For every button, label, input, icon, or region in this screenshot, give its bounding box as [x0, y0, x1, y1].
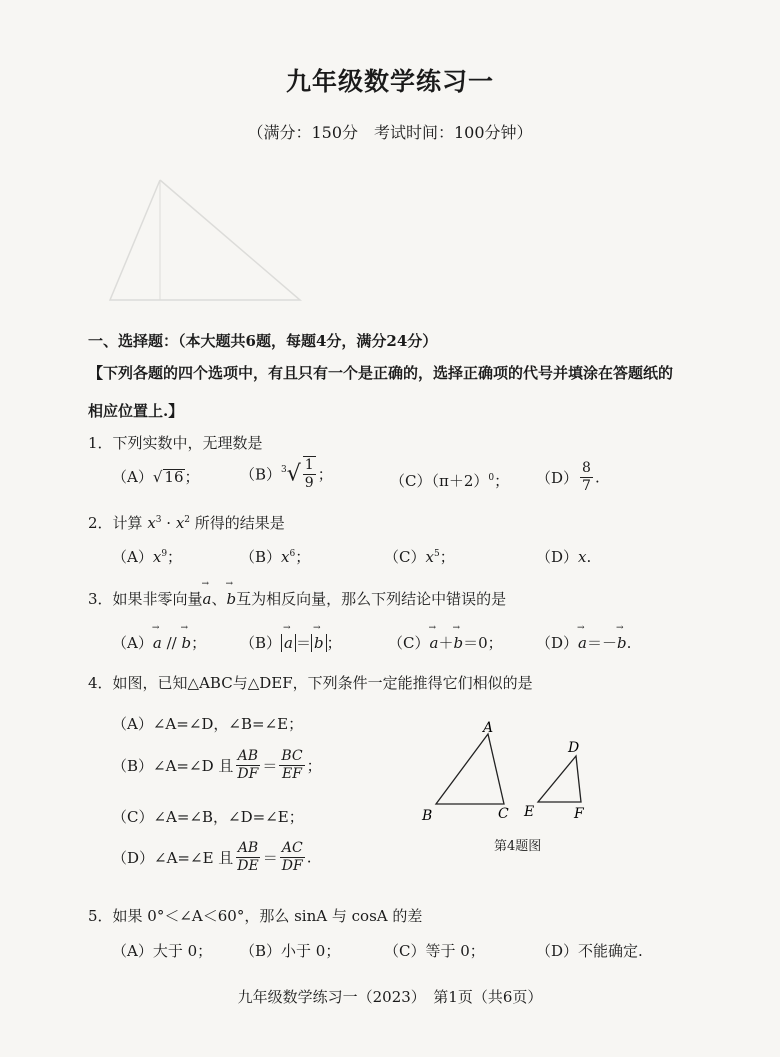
var: x [147, 514, 156, 532]
option-label: （A） [112, 634, 153, 652]
figure-caption: 第4题图 [494, 839, 542, 854]
option-label: （D） [112, 849, 155, 867]
punct: ； [184, 468, 200, 486]
page-subtitle: （满分：150分 考试时间：100分钟） [247, 123, 533, 142]
stem-text: 3．如果非零向量 [88, 590, 203, 608]
q1-option-b [240, 456, 333, 492]
option-label: （B） [112, 757, 154, 775]
exponent: 3 [155, 515, 162, 525]
punct: . [594, 468, 600, 487]
option-label: （B） [240, 548, 282, 566]
numerator: AC [281, 840, 303, 856]
fraction [580, 460, 593, 495]
punct: . [306, 848, 312, 867]
q4-option-a [112, 713, 303, 734]
punct: ； [494, 472, 510, 490]
denominator: 9 [304, 475, 314, 491]
stem-text: 所得的结果是 [190, 514, 285, 532]
vector-a: → a [153, 634, 162, 652]
label-f: F [574, 806, 584, 822]
option-label: （C） [390, 472, 432, 490]
vector-a: → a [429, 634, 438, 652]
var: x [281, 548, 290, 566]
q1-option-c [390, 470, 509, 491]
option-label: （C） [388, 634, 430, 652]
q5-stem: 5．如果 0°＜∠A＜60°，那么 sinA 与 cosA 的差 [88, 907, 423, 925]
op: ＝ [295, 634, 311, 652]
punct: ； [439, 548, 455, 566]
punct: ； [306, 757, 322, 775]
q1-stem: 1．下列实数中，无理数是 [88, 434, 263, 452]
q4-option-d [112, 840, 312, 875]
q5-option-c [384, 940, 485, 961]
q2-option-b [240, 546, 310, 567]
label-a: A [483, 720, 494, 736]
sqrt-sign: √ [286, 461, 301, 487]
var: x [578, 548, 587, 566]
abs-b [311, 634, 327, 652]
numerator: AB [237, 840, 259, 856]
punct: ； [326, 634, 342, 652]
label-d: D [568, 740, 580, 756]
sqrt-sign: √ [152, 468, 163, 486]
option-label: （C） [384, 942, 426, 960]
exponent: 0 [488, 473, 495, 483]
q2-stem [88, 512, 285, 533]
exponent: 9 [161, 549, 168, 559]
denominator: DF [237, 766, 259, 782]
var: x [152, 548, 162, 566]
q2-option-a [112, 546, 182, 567]
option-text: ∠A=∠B，∠D=∠E； [153, 808, 304, 826]
exponent: 2 [184, 515, 191, 525]
bleed-through-figure [100, 170, 320, 310]
op: // [161, 634, 182, 652]
punct: ； [295, 548, 311, 566]
radicand: 16 [164, 468, 184, 486]
option-text: 大于 0； [152, 942, 213, 960]
vector-a: → a [284, 634, 293, 652]
abs-a [281, 634, 296, 652]
numerator: 8 [582, 460, 591, 476]
option-label: （A） [112, 468, 153, 486]
label-b: B [422, 808, 433, 824]
fraction-ab-df [235, 748, 260, 783]
label-e: E [524, 804, 535, 820]
fraction-bc-ef [279, 748, 304, 783]
op: ＝ [262, 757, 278, 775]
vector-b: → b [181, 634, 191, 652]
option-label: （C） [384, 548, 426, 566]
op: ＝ [262, 849, 278, 867]
q4-option-b [112, 748, 322, 783]
option-label: （D） [536, 634, 579, 652]
denominator: EF [282, 766, 302, 782]
punct: ； [317, 465, 333, 484]
expression: （π＋2） [431, 472, 489, 490]
option-label: （A） [112, 942, 153, 960]
q2-option-d [536, 546, 591, 567]
q1-option-d [536, 460, 600, 495]
option-label: （B） [240, 465, 282, 484]
option-text: 小于 0； [281, 942, 341, 960]
option-text: 不能确定. [578, 942, 643, 960]
option-label: （B） [240, 942, 282, 960]
q3-stem [88, 588, 506, 609]
numerator: 1 [304, 457, 314, 473]
q3-option-a [112, 632, 206, 653]
option-text: ∠A=∠D，∠B=∠E； [152, 715, 304, 733]
triangle-def [538, 756, 581, 802]
stem-text: 互为相反向量，那么下列结论中错误的是 [236, 590, 507, 608]
option-text: ∠A=∠D 且 [153, 757, 234, 775]
option-label: （D） [536, 469, 579, 487]
q3-option-d [536, 632, 631, 653]
vector-b: → b [453, 634, 463, 652]
q4-option-c [112, 806, 304, 827]
punct: ； [191, 634, 207, 652]
vector-b: → b [617, 634, 627, 652]
punct: 、 [211, 590, 227, 608]
fraction-ab-de [235, 840, 260, 875]
q1-option-a [112, 466, 200, 487]
q4-stem: 4．如图，已知△ABC与△DEF，下列条件一定能推得它们相似的是 [88, 674, 533, 692]
op: ＝－ [586, 634, 617, 652]
option-text: 等于 0； [425, 942, 485, 960]
punct: ； [167, 548, 183, 566]
q5-option-a [112, 940, 212, 961]
vector-a: → a [203, 590, 212, 608]
q5-option-d [536, 940, 643, 961]
numerator: AB [237, 748, 259, 764]
var: x [425, 548, 434, 566]
exponent: 6 [289, 549, 296, 559]
section-heading: 一、选择题：（本大题共6题，每题4分，满分24分） [88, 332, 438, 350]
option-label: （D） [536, 942, 579, 960]
vector-a: → a [578, 634, 587, 652]
root-index: 3 [281, 465, 287, 475]
q2-option-c [384, 546, 455, 567]
vector-b: → b [314, 634, 324, 652]
stem-text: 2．计算 [88, 514, 148, 532]
op: ＋ [438, 634, 454, 652]
op: ＝0； [463, 634, 503, 652]
denominator: 7 [582, 478, 591, 494]
label-c: C [498, 806, 509, 822]
q5-option-b [240, 940, 340, 961]
exponent: 5 [433, 549, 440, 559]
page-footer: 九年级数学练习一（2023） 第1页（共6页） [237, 988, 543, 1006]
denominator: DF [281, 858, 303, 874]
punct: . [586, 548, 592, 566]
fraction [303, 456, 316, 492]
option-label: （D） [536, 548, 579, 566]
fraction-ac-df [280, 840, 305, 875]
instruction-line-1: 【下列各题的四个选项中，有且只有一个是正确的，选择正确项的代号并填涂在答题纸的 [88, 364, 674, 382]
option-text: ∠A=∠E 且 [154, 849, 234, 867]
option-label: （C） [112, 808, 154, 826]
q3-option-b [240, 632, 342, 653]
vector-b: → b [227, 590, 237, 608]
triangle-abc [436, 734, 504, 804]
option-label: （B） [240, 634, 282, 652]
q3-option-c [388, 632, 503, 653]
option-label: （A） [112, 548, 153, 566]
op: · [161, 514, 176, 532]
instruction-line-2: 相应位置上.】 [88, 402, 184, 420]
numerator: BC [281, 748, 303, 764]
var: x [175, 514, 185, 532]
option-label: （A） [112, 715, 153, 733]
punct: . [626, 634, 632, 652]
denominator: DE [237, 858, 259, 874]
q4-figure [410, 712, 610, 827]
page-title: 九年级数学练习一 [285, 67, 494, 96]
